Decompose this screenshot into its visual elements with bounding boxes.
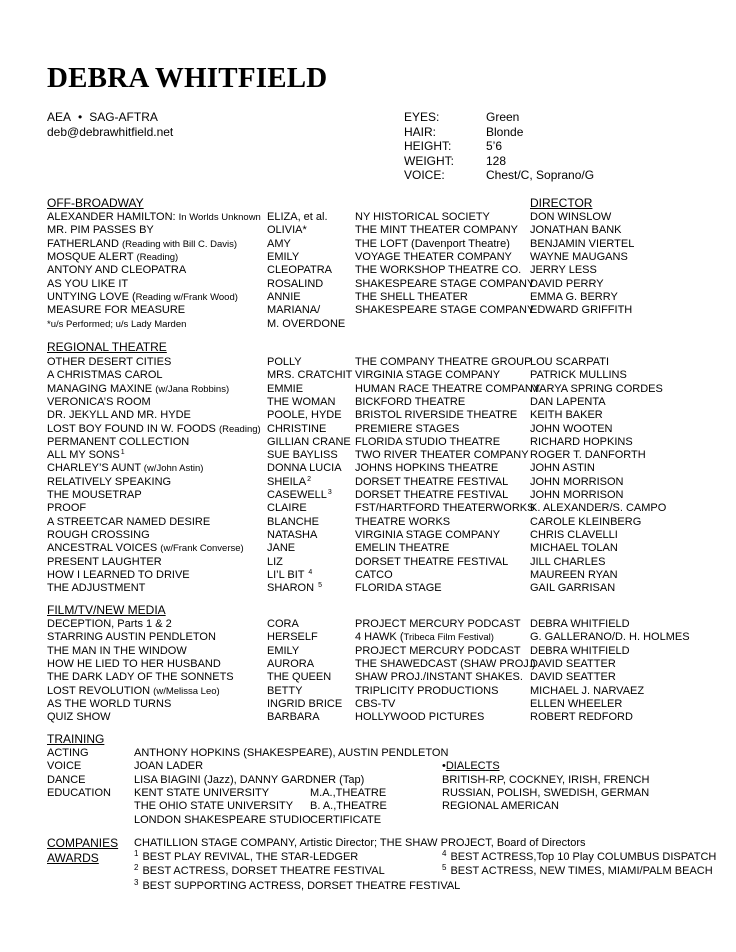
training-label-voice: VOICE xyxy=(47,760,82,773)
training-heading: TRAINING xyxy=(47,732,105,746)
stat-value: Chest/C, Soprano/G xyxy=(486,168,595,182)
credit-row xyxy=(0,516,736,529)
credit-row xyxy=(0,631,736,644)
education-degree: B. A.,THEATRE xyxy=(310,800,387,813)
awards-heading: AWARDS xyxy=(47,851,99,865)
credit-theatre: FST/HARTFORD THEATERWORKS xyxy=(355,502,535,515)
dialects-line: REGIONAL AMERICAN xyxy=(442,800,559,813)
credit-role: BLANCHE xyxy=(267,515,319,528)
credit-row xyxy=(0,211,736,224)
credit-title: QUIZ SHOW xyxy=(47,711,111,724)
credit-title: ROUGH CROSSING xyxy=(47,528,150,541)
education-degree: CERTIFICATE xyxy=(310,813,382,826)
credit-row xyxy=(0,462,736,475)
stat-row-eyes xyxy=(404,110,594,125)
credit-director: DAVID PERRY xyxy=(530,277,604,290)
credit-role: GILLIAN CRANE xyxy=(267,435,351,448)
credit-title: HOW I LEARNED TO DRIVE xyxy=(47,568,190,581)
actor-name: DEBRA WHITFIELD xyxy=(47,62,328,94)
credit-title: OTHER DESERT CITIES xyxy=(47,356,172,368)
credit-row xyxy=(0,304,736,317)
credit-row xyxy=(0,645,736,658)
training-value-voice: JOAN LADER xyxy=(134,760,204,773)
credit-row xyxy=(0,556,736,569)
credit-title: ALEXANDER HAMILTON: In Worlds Unknown xyxy=(47,211,261,223)
award-footnote: 1 xyxy=(120,449,125,457)
credit-role: DONNA LUCIA xyxy=(267,462,342,475)
credit-row xyxy=(0,542,736,555)
credit-row xyxy=(0,291,736,304)
award-footnote: 2 xyxy=(307,475,312,483)
stat-value: 5’6 xyxy=(486,139,503,153)
award-footnote: 3 xyxy=(327,489,332,496)
credit-theatre: TWO RIVER THEATER COMPANY xyxy=(355,449,529,462)
credit-theatre: DORSET THEATRE FESTIVAL xyxy=(355,489,509,501)
credit-theatre: JOHNS HOPKINS THEATRE xyxy=(355,462,499,475)
bullet-separator: • xyxy=(78,110,83,124)
stat-label: VOICE: xyxy=(404,168,445,182)
credit-director: K. ALEXANDER/S. CAMPO xyxy=(530,502,667,515)
credit-director: ROGER T. DANFORTH xyxy=(530,449,646,462)
award-footnote: 4 xyxy=(308,568,313,576)
stat-row-weight xyxy=(404,154,594,169)
stat-value: 128 xyxy=(486,153,507,168)
credit-title: DECEPTION, Parts 1 & 2 xyxy=(47,618,172,630)
stat-value: Green xyxy=(486,110,520,124)
credit-director: DEBRA WHITFIELD xyxy=(530,618,630,630)
credit-role: AMY xyxy=(267,237,291,250)
credit-role: CLAIRE xyxy=(267,502,307,515)
credit-theatre: SHAKESPEARE STAGE COMPANY xyxy=(355,277,535,290)
credit-role: AURORA xyxy=(267,657,315,670)
credit-title: ANTONY AND CLEOPATRA xyxy=(47,264,187,277)
credit-director: G. GALLERANO/D. H. HOLMES xyxy=(530,631,690,644)
credit-title: MEASURE FOR MEASURE xyxy=(47,304,186,317)
companies-heading: COMPANIES xyxy=(47,836,119,850)
credit-theatre: THEATRE WORKS xyxy=(355,515,451,528)
credit-theatre: DORSET THEATRE FESTIVAL xyxy=(355,555,509,568)
credit-title: DR. JEKYLL AND MR. HYDE xyxy=(47,409,191,422)
credit-row xyxy=(0,423,736,436)
credit-title: THE ADJUSTMENT xyxy=(47,582,146,595)
credit-role: POLLY xyxy=(267,356,302,368)
credit-role: BARBARA xyxy=(267,711,320,724)
credit-theatre: THE WORKSHOP THEATRE CO. xyxy=(355,264,522,277)
credit-role: HERSELF xyxy=(267,631,318,644)
contact-block xyxy=(47,110,173,139)
credit-director: JOHN MORRISON xyxy=(530,475,624,488)
credit-title: LOST REVOLUTION (w/Melissa Leo) xyxy=(47,684,220,697)
credit-theatre: THE COMPANY THEATRE GROUP xyxy=(355,356,532,368)
credit-theatre: THE MINT THEATER COMPANY xyxy=(355,224,518,237)
award-item: $^1$ BEST PLAY REVIVAL, THE STAR-LEDGER xyxy=(134,849,359,863)
credit-title: PERMANENT COLLECTION xyxy=(47,435,190,448)
credit-production: 4 HAWK (Tribeca Film Festival) xyxy=(355,631,494,644)
credit-row xyxy=(0,383,736,396)
credit-director: DAN LAPENTA xyxy=(530,395,606,408)
credit-title: A STREETCAR NAMED DESIRE xyxy=(47,515,211,528)
credit-title: THE DARK LADY OF THE SONNETS xyxy=(47,671,234,684)
award-footnote: 5 xyxy=(318,582,323,590)
credit-title: PRESENT LAUGHTER xyxy=(47,555,162,568)
credit-title: VERONICA’S ROOM xyxy=(47,395,151,408)
credit-title: AS YOU LIKE IT xyxy=(47,277,129,290)
credit-title: LOST BOY FOUND IN W. FOODS (Reading) xyxy=(47,422,261,435)
credit-role: THE WOMAN xyxy=(267,395,336,408)
credit-director: ELLEN WHEELER xyxy=(530,697,623,710)
education-school: LONDON SHAKESPEARE STUDIO xyxy=(134,813,311,826)
credit-role: ANNIE xyxy=(267,290,301,303)
credit-title: RELATIVELY SPEAKING xyxy=(47,475,172,488)
credit-director: GAIL GARRISAN xyxy=(530,582,616,595)
credit-director: DEBRA WHITFIELD xyxy=(530,644,630,657)
credit-row xyxy=(0,369,736,382)
credit-director: JONATHAN BANK xyxy=(530,224,622,237)
credit-role: NATASHA xyxy=(267,528,318,541)
credit-title: HOW HE LIED TO HER HUSBAND xyxy=(47,657,221,670)
credit-title: CHARLEY’S AUNT (w/John Astin) xyxy=(47,462,204,475)
credit-row xyxy=(0,582,736,595)
education-school: KENT STATE UNIVERSITY xyxy=(134,786,270,799)
credit-director: MICHAEL J. NARVAEZ xyxy=(530,684,645,697)
credit-director: EMMA G. BERRY xyxy=(530,290,618,303)
dialects-bullet: • xyxy=(442,760,446,773)
training-label-education: EDUCATION xyxy=(47,786,111,799)
credit-theatre: VIRGINIA STAGE COMPANY xyxy=(355,528,501,541)
credit-production: CBS-TV xyxy=(355,697,396,710)
dialects-line: RUSSIAN, POLISH, SWEDISH, GERMAN xyxy=(442,786,650,799)
stat-value: Blonde xyxy=(486,124,524,139)
credit-role: POOLE, HYDE xyxy=(267,409,342,422)
stat-row-hair xyxy=(404,125,594,140)
credit-title: ANCESTRAL VOICES (w/Frank Converse) xyxy=(47,542,244,555)
credit-row xyxy=(0,396,736,409)
credit-theatre: BICKFORD THEATRE xyxy=(355,395,466,408)
credit-role: M. OVERDONE xyxy=(267,318,346,331)
credit-director: RICHARD HOPKINS xyxy=(530,435,633,448)
credit-theatre: EMELIN THEATRE xyxy=(355,542,450,555)
credit-theatre: THE SHELL THEATER xyxy=(355,290,468,303)
credit-director: BENJAMIN VIERTEL xyxy=(530,237,635,250)
credit-theatre: VOYAGE THEATER COMPANY xyxy=(355,250,512,263)
credit-role: BETTY xyxy=(267,684,303,697)
credit-row xyxy=(0,449,736,462)
credit-title: MR. PIM PASSES BY xyxy=(47,224,154,237)
physical-stats xyxy=(404,110,594,183)
union-sag-aftra: SAG-AFTRA xyxy=(89,110,158,124)
credit-role: SUE BAYLISS xyxy=(267,449,338,462)
credit-row xyxy=(0,251,736,264)
credit-director: MARYA SPRING CORDES xyxy=(530,382,663,395)
credit-director: KEITH BAKER xyxy=(530,409,603,422)
credit-director: JOHN WOOTEN xyxy=(530,422,613,435)
award-item: $^5$ BEST ACTRESS, NEW TIMES, MIAMI/PALM BEACH xyxy=(442,863,713,878)
credit-title: AS THE WORLD TURNS xyxy=(47,697,172,710)
credit-row xyxy=(0,356,736,369)
credit-title: STARRING AUSTIN PENDLETON xyxy=(47,631,216,644)
regional-theatre-heading: REGIONAL THEATRE xyxy=(47,340,167,354)
stat-label: WEIGHT: xyxy=(404,153,454,168)
credit-role: SHARON $^5$ xyxy=(267,582,323,595)
credit-theatre: PREMIERE STAGES xyxy=(355,422,460,435)
credit-role: INGRID BRICE xyxy=(267,697,343,710)
credit-theatre: CATCO xyxy=(355,568,393,581)
film-tv-heading: FILM/TV/NEW MEDIA xyxy=(47,603,166,617)
credit-director: EDWARD GRIFFITH xyxy=(530,304,633,317)
credit-production: HOLLYWOOD PICTURES xyxy=(355,711,485,724)
credit-role: ELIZA, et al. xyxy=(267,211,328,223)
credit-director: MAUREEN RYAN xyxy=(530,568,618,581)
union-line xyxy=(47,110,173,125)
credit-row xyxy=(0,224,736,237)
credit-role: SHEILA$^2$ xyxy=(267,475,312,488)
credit-director: ROBERT REDFORD xyxy=(530,711,633,724)
credit-title: THE MOUSETRAP xyxy=(47,489,142,501)
credit-row xyxy=(0,671,736,684)
credit-row xyxy=(0,278,736,291)
credit-title: PROOF xyxy=(47,502,87,515)
credit-production: SHAW PROJ./INSTANT SHAKES. xyxy=(355,671,523,684)
credit-production: PROJECT MERCURY PODCAST xyxy=(355,618,521,630)
credit-theatre: HUMAN RACE THEATRE COMPANY xyxy=(355,382,541,395)
credit-theatre: DORSET THEATRE FESTIVAL xyxy=(355,475,509,488)
credit-director: JILL CHARLES xyxy=(530,555,606,568)
credit-title: A CHRISTMAS CAROL xyxy=(47,369,163,382)
stat-row-voice xyxy=(404,168,594,183)
credit-title: MANAGING MAXINE (w/Jana Robbins) xyxy=(47,382,230,395)
credit-row xyxy=(0,502,736,515)
credit-theatre: SHAKESPEARE STAGE COMPANY xyxy=(355,304,535,317)
credit-title: FATHERLAND (Reading with Bill C. Davis) xyxy=(47,237,238,250)
credit-production: THE SHAWEDCAST (SHAW PROJ.) xyxy=(355,657,536,670)
credit-role: OLIVIA* xyxy=(267,224,307,237)
credit-director: PATRICK MULLINS xyxy=(530,369,627,382)
credit-theatre: FLORIDA STUDIO THEATRE xyxy=(355,435,501,448)
credit-production: TRIPLICITY PRODUCTIONS xyxy=(355,684,499,697)
credit-row xyxy=(0,409,736,422)
credit-director: DAVID SEATTER xyxy=(530,657,616,670)
credit-theatre: BRISTOL RIVERSIDE THEATRE xyxy=(355,409,518,422)
credit-director: JERRY LESS xyxy=(530,264,597,277)
credit-director: JOHN MORRISON xyxy=(530,489,624,501)
credit-title: UNTYING LOVE (Reading w/Frank Wood) xyxy=(47,290,238,303)
credit-row xyxy=(0,618,736,631)
credit-row xyxy=(0,711,736,724)
credit-row xyxy=(0,318,736,331)
stat-label: EYES: xyxy=(404,110,440,124)
education-degree: M.A.,THEATRE xyxy=(310,786,387,799)
union-aea: AEA xyxy=(47,110,72,124)
credit-role: THE QUEEN xyxy=(267,671,332,684)
credit-role: EMILY xyxy=(267,250,300,263)
credit-title: THE MAN IN THE WINDOW xyxy=(47,644,187,657)
stat-label: HEIGHT: xyxy=(404,139,452,153)
training-value-acting: ANTHONY HOPKINS (SHAKESPEARE), AUSTIN PENDLETON xyxy=(134,747,449,759)
credit-row xyxy=(0,476,736,489)
credit-row xyxy=(0,569,736,582)
credit-row xyxy=(0,264,736,277)
credit-role: CORA xyxy=(267,618,299,630)
credit-director: CAROLE KLEINBERG xyxy=(530,515,642,528)
credit-role: MRS. CRATCHIT xyxy=(267,369,353,382)
credit-row xyxy=(0,529,736,542)
credit-director: CHRIS CLAVELLI xyxy=(530,528,618,541)
credit-theatre: NY HISTORICAL SOCIETY xyxy=(355,211,490,223)
training-label-dance: DANCE xyxy=(47,773,86,786)
credit-role: CASEWELL$^3$ xyxy=(267,489,332,501)
education-school: THE OHIO STATE UNIVERSITY xyxy=(134,800,294,813)
credit-row xyxy=(0,436,736,449)
credit-theatre: VIRGINIA STAGE COMPANY xyxy=(355,369,501,382)
credit-role: ROSALIND xyxy=(267,277,324,290)
dialects-line: BRITISH-RP, COCKNEY, IRISH, FRENCH xyxy=(442,773,650,786)
credit-director: DON WINSLOW xyxy=(530,211,612,223)
credit-role: JANE xyxy=(267,542,296,555)
training-label-acting: ACTING xyxy=(47,747,89,759)
award-item: $^4$ BEST ACTRESS,Top 10 Play COLUMBUS DISPATCH xyxy=(442,849,717,863)
credit-director: JOHN ASTIN xyxy=(530,462,595,475)
stat-label: HAIR: xyxy=(404,124,437,139)
award-item: $^2$ BEST ACTRESS, DORSET THEATRE FESTIVAL xyxy=(134,863,385,878)
stat-row-height xyxy=(404,139,594,154)
credit-row xyxy=(0,658,736,671)
award-item: $^3$ BEST SUPPORTING ACTRESS, DORSET THEATRE FESTIVAL xyxy=(134,877,461,892)
training-value-dance: LISA BIAGINI (Jazz), DANNY GARDNER (Tap) xyxy=(134,773,365,786)
credit-row xyxy=(0,489,736,502)
companies-value: CHATILLION STAGE COMPANY, Artistic Director; THE SHAW PROJECT, Board of Directors xyxy=(134,837,586,849)
credit-director: MICHAEL TOLAN xyxy=(530,542,618,555)
credit-title: ALL MY SONS$^1$ xyxy=(47,449,125,462)
email-link[interactable]: deb@debrawhitfield.net xyxy=(47,124,174,139)
credit-director: LOU SCARPATI xyxy=(530,356,610,368)
credit-row xyxy=(0,685,736,698)
credit-role: CHRISTINE xyxy=(267,422,327,435)
director-heading: DIRECTOR xyxy=(530,196,593,210)
credit-title: MOSQUE ALERT (Reading) xyxy=(47,250,179,263)
credit-role: EMMIE xyxy=(267,382,304,395)
credit-role: CLEOPATRA xyxy=(267,264,332,277)
credit-row xyxy=(0,238,736,251)
credit-director: WAYNE MAUGANS xyxy=(530,250,628,263)
understudy-note: *u/s Performed; u/s Lady Marden xyxy=(47,319,187,331)
credit-role: LI’L BIT $^4$ xyxy=(267,568,313,581)
off-broadway-heading: OFF-BROADWAY xyxy=(47,196,144,210)
dialects-heading: •DIALECTS xyxy=(442,760,500,773)
credit-role: LIZ xyxy=(267,555,283,568)
credit-director: DAVID SEATTER xyxy=(530,671,616,684)
credit-row xyxy=(0,698,736,711)
credit-role: EMILY xyxy=(267,644,300,657)
credit-theatre: THE LOFT (Davenport Theatre) xyxy=(355,237,510,250)
credit-production: PROJECT MERCURY PODCAST xyxy=(355,644,521,657)
credit-role: MARIANA/ xyxy=(267,304,321,317)
credit-theatre: FLORIDA STAGE xyxy=(355,582,442,595)
